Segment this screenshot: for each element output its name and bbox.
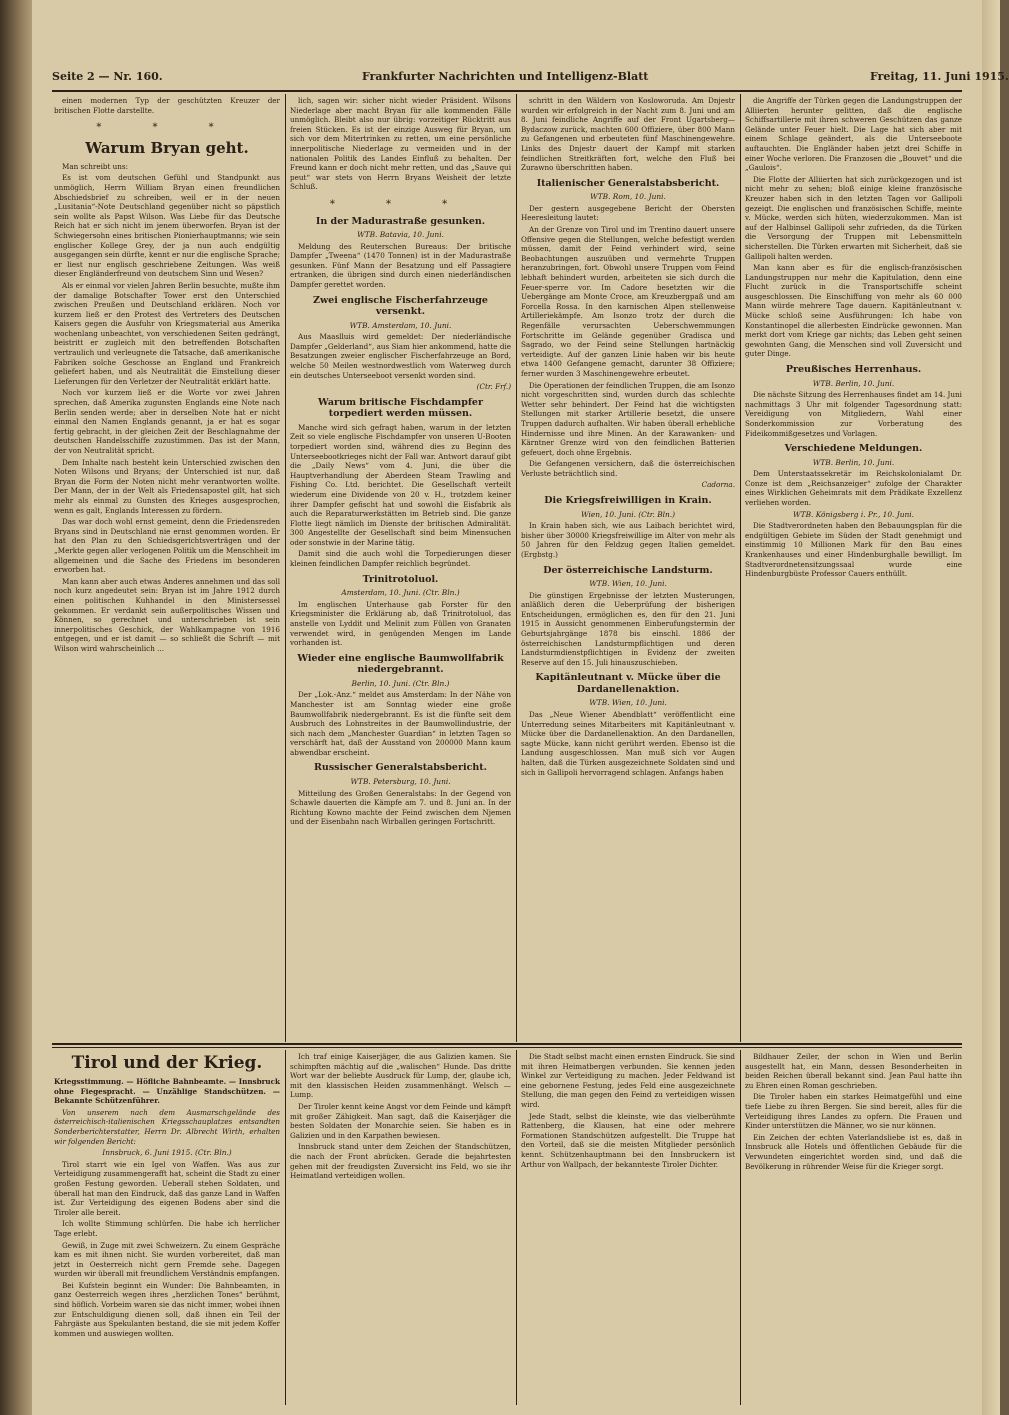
dateline: WTB. Petersburg, 10. Juni. (350, 776, 451, 786)
dateline: WTB. Batavia, 10. Juni. (357, 230, 444, 240)
column-rule (740, 94, 741, 1042)
section-rule (52, 1043, 962, 1045)
tirol-column-2 (290, 1052, 511, 1407)
headline-krain: Die Kriegsfreiwilligen in Krain. (544, 495, 712, 507)
column-2 (290, 96, 511, 1040)
paragraph: In Krain haben sich, wie aus Laibach berichtet wird, bisher über 30000 Kriegsfreiwillige im Alter von mehr als 50 Jahren für den Feldzug gegen Italien gemeldet. (Ergbstg.) (521, 521, 735, 559)
paragraph: Damit sind die auch wohl die Torpedierungen dieser kleinen feindlichen Dampfer reichlich begründet. (290, 549, 511, 569)
paragraph: Noch vor kurzem ließ er die Worte vor zwei Jahren sprechen, daß Amerika zugunsten Englands eine Note nach Berlin senden werde; aber in derselben Note hat er nicht einmal den Namen Englands genannt, ja er hat es sogar fertig gebracht, in der gleichen Zeit der Beschlagnahme der deutschen Handelsschiffe zuzustimmen. Das ist der Mann, der von Neutralität spricht. (54, 388, 280, 455)
paragraph: Das „Neue Wiener Abendblatt“ veröffentlicht eine Unterredung seines Mitarbeiters mit Kapitänleutnant v. Mücke über die Dardanellenaktion. An den Dardanellen, sagte Mücke, kann nicht gerührt werden. Ebenso ist die Landung ausgeschlossen. Man muß sich vor Augen halten, daß die Türken ausgezeichnete Soldaten sind und sich in Gallipoli hervorragend schlagen. Anfangs haben (521, 709, 735, 777)
paragraph: Man kann aber es für die englisch-französischen Landungstruppen nur mehr die Kapitulation, denn eine Flucht zurück in die Transportschiffe scheint ausgeschlossen. Die Einschiffung von mehr als 60 000 Mann würde mehrere Tage dauern. Kapitänleutnant v. Mücke schloß seine Ausführungen: Ich habe von Konstantinopel die allerbesten Eindrücke gewonnen. Man merkt dort vom Kriege gar nichts; das Leben geht seinen gewohnten Gang, die Menschen sind voll Zuversicht und guter Dinge. (745, 263, 962, 359)
paragraph: Man schreibt uns: (62, 161, 129, 171)
dateline: Innsbruck, 6. Juni 1915. (Ctr. Bln.) (102, 1148, 232, 1158)
paragraph: Die nächste Sitzung des Herrenhauses findet am 14. Juni nachmittags 3 Uhr mit folgender Tagesordnung statt: Vereidigung von Mitgliedern, Wahl einer Sonderkommission zur Vorberatung des Fideikommißgesetzes und Vorlagen. (745, 390, 962, 438)
paragraph: Meldung des Reuterschen Bureaus: Der britische Dampfer „Tweena“ (1470 Tonnen) ist in der Madurastraße gesunken. Fünf Mann der Besatzung und elf Passagiere ertranken, die übrigen sind durch einen niederländischen Dampfer gerettet worden. (290, 241, 511, 289)
paragraph: Tirol starrt wie ein Igel von Waffen. Was aus zur Verteidigung zusammengerafft hat, scheint die Stadt zu einer großen Festung geworden. Ueberall stehen Soldaten, und überall hat man den Eindruck, daß das ganze Land in Waffen ist. Zur Verteidigung des eigenen Bodens aber sind die Tiroler alle bereit. (54, 1159, 280, 1217)
paragraph: die Angriffe der Türken gegen die Landungstruppen der Alliierten herunter gelitten, daß die englische Schiffsartillerie mit ihren schweren Geschützen das ganze Gelände unter Feuer hielt. Die Lage hat sich aber mit einem Schlage geändert, als die Unterseeboote auftauchten. Die Engländer haben jetzt drei Schiffe in einer Woche verloren. Die Franzosen die „Bouvet“ und die „Gaulois“. (745, 96, 962, 173)
paragraph: Die Stadtverordneten haben den Bebauungsplan für die endgültigen Gebiete im Süden der Stadt genehmigt und einstimmig 10 Millionen Mark für den Bau eines Krankenhauses und einer Hindenburghalle bewilligt. Im Stadtverordnetensitzungssaal wurde eine Hindenburgbüste Professor Cauers enthüllt. (745, 521, 962, 579)
dateline: WTB. Wien, 10. Juni. (589, 698, 667, 708)
tirol-column-1 (54, 1052, 280, 1407)
column-3 (521, 96, 735, 1040)
header-rule (52, 90, 962, 92)
column-rule (285, 1050, 286, 1405)
dateline: WTB. Rom, 10. Juni. (590, 192, 666, 202)
page-edge (982, 0, 1000, 1415)
paragraph: Als er einmal vor vielen Jahren Berlin besuchte, mußte ihm der damalige Botschafter Tower erst den Unterschied zwischen Preußen und Deutschland erklären. Noch vor kurzem ließ er den Protest des Vertreters des Deutschen Kaisers gegen die Ausfuhr von Kriegsmaterial aus Amerika wochenlang unbeachtet, von verschiedenen Seiten gedrängt, beistritt er zugleich mit den betreffenden Botschaften vertraulich und verleugnete die Tatsache, daß amerikanische Fabriken solche Geschosse an England und Frankreich geliefert haben, und als Neutralität die Einstellung dieser Lieferungen für den Verletzer der Neutralität erklärt hatte. (54, 280, 280, 386)
headline-landsturm: Der österreichische Landsturm. (543, 564, 713, 576)
article-title-bryan: Warum Bryan geht. (85, 138, 249, 157)
newspaper-page (32, 0, 1009, 1415)
dateline: WTB. Wien, 10. Juni. (589, 579, 667, 589)
book-spine (0, 0, 32, 1415)
paragraph: Dem Unterstaatssekretär im Reichskolonialamt Dr. Conze ist dem „Reichsanzeiger“ zufolge der Charakter eines Wirklichen Geheimrats mit dem Prädikate Exzellenz verliehen worden. (745, 469, 962, 507)
paragraph: Bildhauer Zeiler, der schon in Wien und Berlin ausgestellt hat, ein Mann, dessen Besonderheiten in beiden Reichen überall bekannt sind. Jean Paul hatte ihn zu Ehren einen Roman geschrieben. (745, 1052, 962, 1090)
issue-date: Freitag, 11. Juni 1915. (870, 70, 1009, 83)
paragraph: Dem Inhalte nach besteht kein Unterschied zwischen den Noten Wilsons und Bryans; der Unterschied ist nur, daß Bryan die Form der Noten nicht mehr verantworten wollte. Der Mann, der in der Welt als Friedensapostel gilt, hat sich mehr als einmal zu Gunsten des Krieges ausgesprochen, wenn es galt, Englands Interessen zu fördern. (54, 457, 280, 515)
newspaper-title: Frankfurter Nachrichten und Intelligenz-Blatt (362, 70, 649, 83)
headline-herrenhaus: Preußisches Herrenhaus. (785, 364, 922, 376)
dateline: WTB. Amsterdam, 10. Juni. (349, 320, 452, 330)
paragraph: An der Grenze von Tirol und im Trentino dauert unsere Offensive gegen die Stellungen, welche befestigt werden müssen, damit der Feind verhindert wird, seine Beobachtungen auszuüben und vermehrte Truppen heranzubringen, fort. Obwohl unsere Truppen vom Feind lebhaft behindert wurden, arbeiteten sie sich durch die Feuer-sperre vor. Im Cadore besetzten wir die Uebergänge am Monte Croce, am Kreuzbergpaß und am Forcella Rossa. In den karnischen Alpen stellenweise Artilleriekämpfe. Am Isonzo trotz der durch die Regenfälle verursachten Ueberschwemmungen Fortschritte im Gelände gegenüber Gradisca und Sagrado, wo der Feind seine Stellungen hartnäckig verteidigte. Auf der ganzen Linie haben wir bis heute etwa 1400 Gefangene gemacht, darunter 38 Offiziere; ferner wurden 3 Maschinengewehre erbeutet. (521, 225, 735, 378)
paragraph: lich, sagen wir: sicher nicht wieder Präsident. Wilsons Niederlage aber macht Bryan für alle kommenden Fälle unmöglich. Bleibt also nur übrig: vorzeitiger Rücktritt aus freien Stücken. Es ist der einzige Ausweg für Bryan, um sich vor dem Mitertrinken zu retten, um eine persönliche innerpolitische Niederlage zu vermeiden und in der nationalen Politik des Landes Einfluß zu behalten. Der Freund kann er doch nicht mehr retten, und das „Sauve qui peut“ war stets von Herrn Bryans Weisheit der letzte Schluß. (290, 96, 511, 192)
paragraph: Im englischen Unterhause gab Forster für den Kriegsminister die Erklärung ab, daß Trinitrotoluol, das anstelle von Lyddit und Melinit zum Füllen von Granaten verwendet wird, in genügenden Mengen im Lande vorhanden ist. (290, 599, 511, 648)
headline-ital: Italienischer Generalstabsbericht. (536, 177, 720, 189)
paragraph: Der gestern ausgegebene Bericht der Obersten Heeresleitung lautet: (521, 203, 735, 223)
paragraph: Gewiß, in Zuge mit zwei Schweizern. Zu einem Gespräche kam es mit ihnen nicht. Sie wurden vorbereitet, daß man jetzt in Oesterreich nicht gern Fremde sehe. Dagegen wurden wir überall mit freundlichem Verständnis empfangen. (54, 1240, 280, 1279)
paragraph: Ich traf einige Kaiserjäger, die aus Galizien kamen. Sie schimpften mächtig auf die „walischen“ Hunde. Das dritte Wort war der beliebte Ausdruck für Lump, der, glaube ich, mit den klassischen Heiden zusammenhängt. Welsch — Lump. (290, 1052, 511, 1100)
headline-trinitro: Trinitrotoluol. (362, 573, 439, 585)
page-header (52, 70, 1009, 88)
paragraph: schritt in den Wäldern von Kosloworuda. Am Dnjestr wurden wir erfolgreich in der Nacht zum 8. Juni und am 8. Juni feindliche Angriffe auf der Front Ugartsberg—Bydaczow zurück, machten 600 Offiziere, über 800 Mann zu Gefangenen und erbeuteten fünf Maschinengewehre. Links des Dnjestr dauert der Kampf mit starken feindlichen Streitkräften fort, welche den Fluß bei Zurawno überschritten haben. (521, 96, 735, 173)
headline-russ: Russischer Generalstabsbericht. (314, 762, 487, 774)
dateline: Berlin, 10. Juni. (Ctr. Bln.) (351, 678, 450, 688)
signature: Cadorna. (701, 480, 735, 490)
page-number: Seite 2 — Nr. 160. (52, 70, 163, 83)
headline-fischdampfer: Warum britische Fischdampfer torpediert werden müssen. (318, 396, 483, 420)
paragraph: Der „Lok.-Anz.“ meldet aus Amsterdam: In der Nähe von Manchester ist am Sonntag wieder eine große Baumwollfabrik niedergebrannt. Es ist die fünfte seit dem Ausbruch des Lohnstreites in der Baumwollindustrie, der sich nach dem „Manchester Guardian“ in letzten Tagen so verschärft hat, daß der Ausstand von 200000 Mann kaum abwendbar erscheint. (290, 690, 511, 757)
headline-madura: In der Madurastraße gesunken. (315, 215, 486, 227)
paragraph: Die günstigen Ergebnisse der letzten Musterungen, anläßlich deren die Ueberprüfung der bisherigen Entscheidungen, ermöglichen es, den für den 21. Juni 1915 in Aussicht genommenen Einberufungstermin der Geburtsjahrgänge 1878 bis einschl. 1886 der österreichischen Landsturmpflichtigen und deren Landsturmdienstpflichtigen in Evidenz der zweiten Reserve auf den 15. Juli hinauszuschieben. (521, 590, 735, 667)
dateline: WTB. Berlin, 10. Juni. (812, 457, 895, 467)
paragraph: Die Tiroler haben ein starkes Heimatgefühl und eine tiefe Liebe zu ihren Bergen. Sie sind bereit, alles für die Verteidigung ihres Landes zu opfern. Die Frauen und Kinder unterstützen die Männer, wo sie nur können. (745, 1092, 962, 1131)
column-4 (745, 96, 962, 1040)
column-1 (54, 96, 280, 1040)
paragraph: Bei Kufstein beginnt ein Wunder: Die Bahnbeamten, in ganz Oesterreich wegen ihres „herzlichen Tones“ berühmt, sind höflich. Vorbeim waren sie das nicht immer, wobei ihnen zur Entschuldigung dienen soll, daß ihnen ein Teil der Fahrgäste aus Spekulanten bestand, die sie mit jedem Koffer kommen und auswiegen wollten. (54, 1280, 280, 1338)
dateline: WTB. Königsberg i. Pr., 10. Juni. (793, 509, 914, 519)
headline-muecke: Kapitänleutnant v. Mücke über die Dardanellenaktion. (535, 672, 721, 695)
paragraph: Manche wird sich gefragt haben, warum in der letzten Zeit so viele englische Fischdampfer von unseren U-Booten torpediert worden sind, während dies zu Beginn des Unterseebootkrieges nicht der Fall war. Antwort darauf gibt die „Daily News“ vom 4. Juni, die über die Hauptverhandlung der Aberdeen Steam Trawling and Fishing Co. Ltd. berichtet. Die Gesellschaft verteilt wiederum eine Dividende von 20 v. H., trotzdem keiner ihrer Dampfer gefischt hat und sowohl die Eisfabrik als auch die Reparaturwerkstätten im Betrieb sind. Die ganze Flotte liegt nämlich im Dienste der britischen Admiralität. 300 Angestellte der Gesellschaft sind beim Minensuchen oder sonstwie in der Marine tätig. (290, 422, 511, 547)
intro-text: einen modernen Typ der geschützten Kreuzer der britischen Flotte darstellte. (54, 96, 280, 115)
paragraph: Ich wollte Stimmung schlürfen. Die habe ich herrlicher Tage erlebt. (54, 1219, 280, 1238)
paragraph: Der Tiroler kennt keine Angst vor dem Feinde und kämpft mit großer Zähigkeit. Man sagt, daß die Kaiserjäger die besten Soldaten der Monarchie seien. Sie haben es in Galizien und in den Karpathen bewiesen. (290, 1101, 511, 1140)
signature: (Ctr. Frf.) (476, 382, 511, 392)
tirol-column-3 (521, 1052, 735, 1407)
subtitle: Kriegsstimmung. — Höfliche Bahnbeamte. — Innsbruck ohne Fiegespracht. — Unzählige Standschützen. — Bekannte Schützenführer. (54, 1077, 280, 1106)
paragraph: Die Flotte der Alliierten hat sich zurückgezogen und ist nicht mehr zu sehen; bloß einige kleine französische Kreuzer haben sich in den letzten Tagen vor Gallipoli gezeigt. Die englischen und französischen Schiffe, meinte v. Mücke, werden sich hüten, wiederzukommen. Man ist auf der Halbinsel Gallipoli sehr zufrieden, da die Türken die Versorgung der Truppen mit Lebensmitteln sicherstellen. Die Türken erwarten mit Sicherheit, daß sie Gallipoli halten werden. (745, 174, 962, 261)
headline-meldungen: Verschiedene Meldungen. (784, 443, 923, 455)
column-rule (285, 94, 286, 1042)
headline-fischer: Zwei englische Fischerfahrzeuge versenkt. (313, 294, 488, 318)
separator-stars: * * * (329, 198, 472, 210)
dateline: WTB. Berlin, 10. Juni. (812, 378, 895, 388)
paragraph: Man kann aber auch etwas Anderes annehmen und das soll noch kurz angedeutet sein: Bryan ist im Jahre 1912 durch einen politischen Kuhhandel in den Ministersessel gekommen. Er verdankt sein außerpolitisches Wissen und Können, so gerechnet und unterschrieben ist sein innerpolitisches Geschick, der Wahlkampagne von 1916 entgegen, und er ist damit — so schließt die Schrift — mit Wilson wird wahrscheinlich ... (54, 576, 280, 653)
paragraph: Das war doch wohl ernst gemeint, denn die Friedensreden Bryans sind in Deutschland nie ernst genommen worden. Er hat den Plan zu den Schiedsgerichtsverträgen und der „Merkte gegen aller verlogenen Politik um die Menschheit im allgemeinen und die Sache des Friedens im besonderen erworben hat. (54, 517, 280, 575)
paragraph: Mitteilung des Großen Generalstabs: In der Gegend von Schawle dauerten die Kämpfe am 7. und 8. Juni an. In der Richtung Kowno machte der Feind zwischen dem Njemen und der Eisenbahn nach Wirballen geringen Fortschritt. (290, 788, 511, 827)
editor-note: Von unserem nach dem Ausmarschgelände des österreichisch-italienischen Kriegsschauplatzes entsandten Sonderberichterstatter, Herrn Dr. Albrecht Wirth, erhalten wir folgenden Bericht: (54, 1107, 280, 1146)
section-rule (52, 1047, 962, 1048)
dateline: Amsterdam, 10. Juni. (Ctr. Bln.) (341, 588, 460, 598)
paragraph: Aus Maaslluis wird gemeldet: Der niederländische Dampfer „Gelderland“, aus Siam hier ankommend, hatte die Besatzungen zweier englischer Fischerfahrzeuge an Bord, welche 50 Meilen westnordwestlich vom Waterweg durch ein deutsches Unterseeboot versenkt worden sind. (290, 332, 511, 380)
paragraph: Die Operationen der feindlichen Truppen, die am Isonzo nicht vorgeschritten sind, wurden durch das schlechte Wetter sehr behindert. Der Feind hat die wichtigsten Stellungen mit starker Artillerie besetzt, die unsere Truppen dadurch aufhalten. Wir haben überall erhebliche Hindernisse und ihre Minen. An der Karawanken- und Kärntner Grenze wird von den feindlichen Batterien gefeuert, doch ohne Ergebnis. (521, 380, 735, 457)
dateline: Wien, 10. Juni. (Ctr. Bln.) (580, 509, 676, 519)
paragraph: Innsbruck stand unter dem Zeichen der Standschützen, die nach der Front abrücken. Gerade die bejahrtesten gehen mit der freudigsten Zuversicht ins Feld, wo sie ihr Heimatland verteidigen wollen. (290, 1142, 511, 1181)
paragraph: Die Stadt selbst macht einen ernsten Eindruck. Sie sind mit ihren Heimatbergen verbunden. Sie kennen jeden Winkel zur Verteidigung zu machen. Jeder Feldwand ist eine gebornene Festung, jedes Feld eine ausgezeichnete Stellung, die man gegen den Feind zu verteidigen wissen wird. (521, 1052, 735, 1109)
paragraph: Es ist vom deutschen Gefühl und Standpunkt aus unmöglich, Herrn William Bryan einen freundlichen Abschiedsbrief zu schreiben, weil er in der neuen „Lusitania“-Note Deutschland gegenüber nicht so päpstlich sein wollte als Papst Wilson. Was Liebe für das Deutsche Reich hat er sich nicht im jenem überworfen. Bryan ist der Schwiegersohn eines britischen Pionierhauptmanns; wie sein englischer Kollege Grey, der ja nun auch endgültig ausgegangen sein dürfte, kennt er nur die englische Sprache; er liest nur englisch geschriebene Zeitungen. Was weiß dieser Engländerfreund von deutschem Sinn und Wesen? (54, 173, 280, 279)
headline-baumwolle: Wieder eine englische Baumwollfabrik niedergebrannt. (297, 652, 504, 676)
paragraph: Ein Zeichen der echten Vaterlandsliebe ist es, daß in Innsbruck alle Hotels und öffentlichen Gebäude für die Verwundeten eingerichtet worden sind, und daß die Bevölkerung in rührender Weise für die Krieger sorgt. (745, 1132, 962, 1171)
column-rule (516, 94, 517, 1042)
paragraph: Jede Stadt, selbst die kleinste, wie das vielberühmte Rattenberg, die Klausen, hat eine oder mehrere Formationen Standschützen aufgestellt. Die Truppe hat den Vorteil, daß sie die meisten Mitglieder persönlich kennt. Schützenhauptmann bei den Innsbruckern ist Arthur von Wallpach, der bekannteste Tiroler Dichter. (521, 1111, 735, 1169)
paragraph: Die Gefangenen versichern, daß die österreichischen Verluste beträchtlich sind. (521, 459, 735, 478)
separator-stars: * * * (96, 122, 238, 134)
column-rule (516, 1050, 517, 1405)
column-rule (740, 1050, 741, 1405)
tirol-column-4 (745, 1052, 962, 1407)
article-title-tirol: Tirol und der Krieg. (71, 1053, 263, 1073)
